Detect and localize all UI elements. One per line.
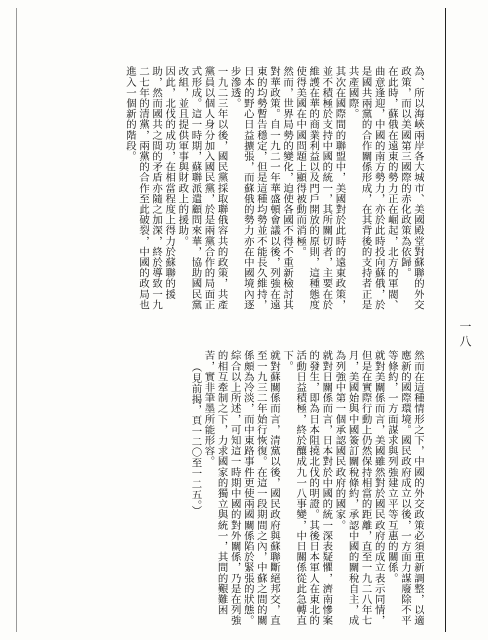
header-divider — [445, 8, 446, 632]
paragraph: 然而，世界局勢的變化，迫使各國不得不重新檢討其對華政策。自一九二一年華盛頓會議以後，列強在遠東的均勢暫告穩定，但是這種均勢並不能長久維持，日本的野心日益擴張，而蘇俄的勢力亦在中國境內逐步滲透。 — [228, 66, 294, 310]
upper-text-block — [26, 56, 424, 320]
paragraph: 就對蘇關係而言，清黨以後，國民政府與蘇聯斷絕邦交，直至一九三二年始行恢復。在這一段期間之內，中蘇之間的關係頗為冷淡，而中東路事件更使兩國關係陷於緊張的狀態。 — [241, 350, 280, 626]
paragraph: 為、所以海峽兩岸各大城市、美國殿堂對蘇聯的外交政策，而以美國第三國際的赤化政策為依歸。 — [398, 66, 424, 310]
paragraph: 然而在這種情形之下，中國的外交政策必須重新調整，以適應新的國際環境。國民政府成立以後，一方面力謀廢除不平等條約，一方面謀求與列強建立平等互惠的關係。 — [385, 350, 424, 626]
paragraph: 就對美關係而言，美國雖然對於國民政府的成立表示同情，但是在實際行動上仍然保持相當的距離，直至一九二八年七月，美國始與中國簽訂關稅條約，承認中國的關稅自主，成為列強中第一個承認國民政府的國家。 — [333, 350, 385, 626]
paragraph: 在此時，蘇俄在遠東的勢力正在崛起，北方的軍閥、曲意逢迎，中國的南方勢力，亦於此時投向蘇俄，於是國共兩黨的合作關係形成，在其背後的支持者正是共產國際。 — [346, 66, 398, 310]
paragraph: 一九二三年以後，國民黨採取聯俄容共的政策，共產黨員以個人身分加入國民黨，於是兩黨合作的局面正式形成。這一時期，蘇聯派遣顧問來華，協助國民黨改組，並且提供軍事與財政上的援助。 — [176, 66, 228, 310]
paragraph: 因此，北伐的成功，在相當程度上得力於蘇聯的援助，然而國共之間的矛盾亦隨之加深，終於導致一九二七年的清黨，兩黨的合作至此破裂，中國的政局也進入一個新的階段。 — [123, 66, 176, 310]
citation: （見前揭，頁一二〇至一二五。） — [189, 362, 202, 516]
paragraph: 其次在國際間的聯盟中，美國對於此時的遠東政策，並不積極於支持中國的統一，其所關切者，主要在於維護在華的商業利益以及門戶開放的原則，這種態度使得美國在中國問題上顯得被動而消極。 — [294, 66, 346, 310]
paragraph: 綜合以上所述，可知這一時期中國的對外關係，乃是在列強的相互牽制之下，力求國家的獨立與統一，其間的艱難困苦，實非筆墨所能形容。 — [202, 350, 241, 626]
lower-text-block — [26, 340, 424, 632]
paragraph: 就對日關係而言，日本對於中國的統一深表疑懼，濟南慘案的發生，即為日本阻撓北伐的明證。其後日本軍人在東北的活動日益積極，終於釀成九一八事變，中日關係從此急轉直下。 — [281, 350, 333, 626]
page-number: 一八 — [458, 320, 472, 350]
margin-line — [16, 8, 17, 632]
